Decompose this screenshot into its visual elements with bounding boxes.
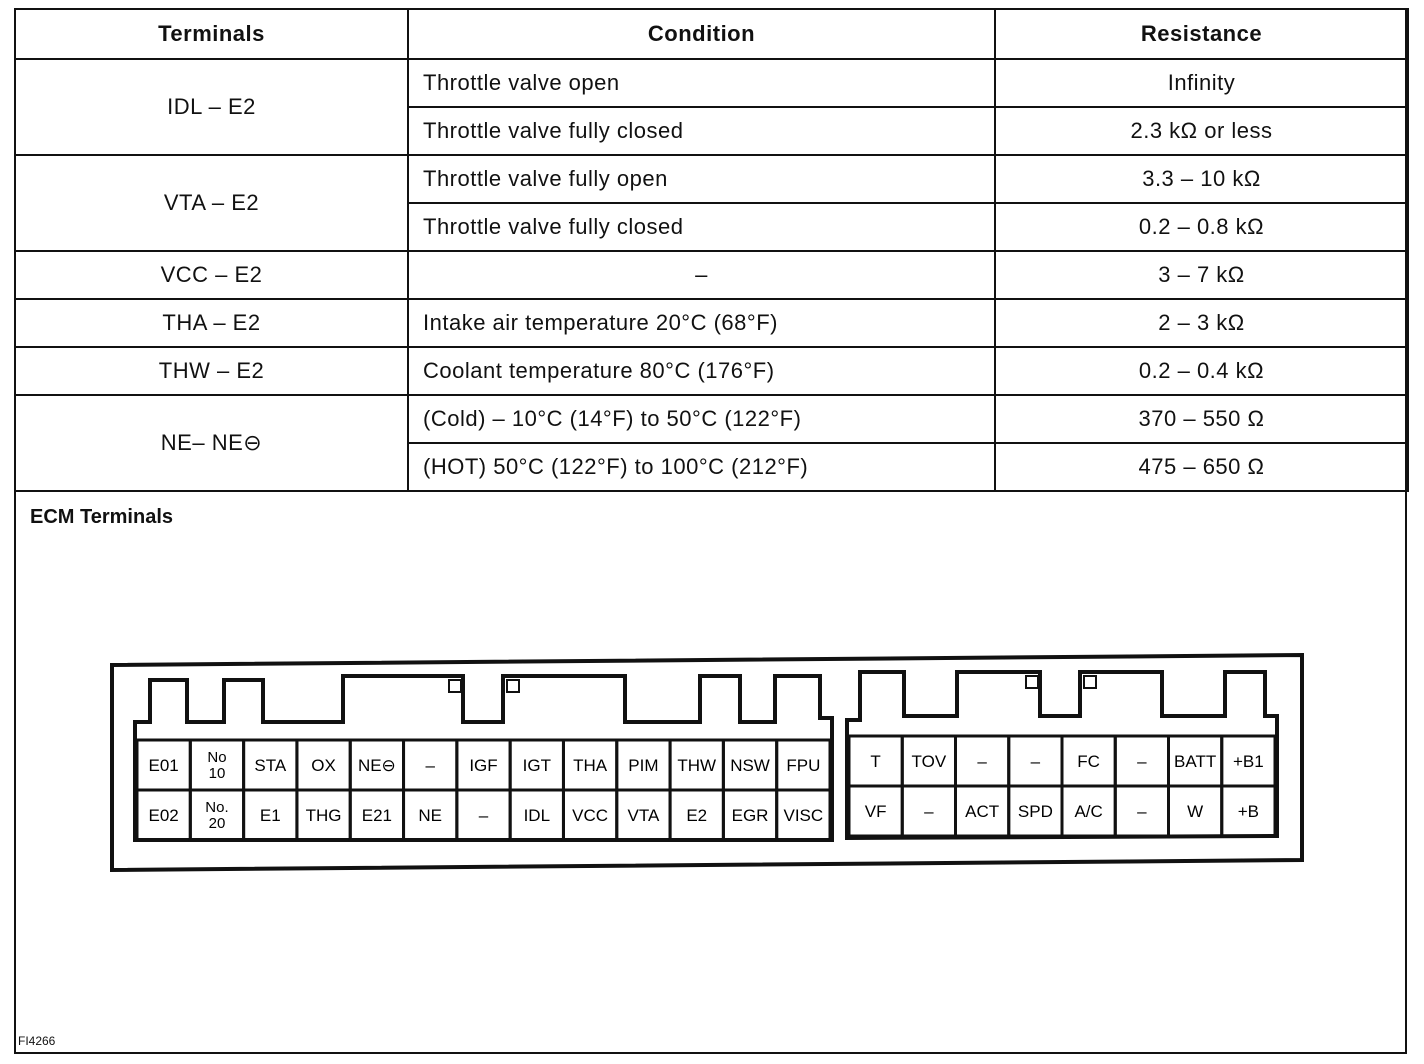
terminal-label: No. 20: [205, 799, 229, 832]
condition-cell: Throttle valve fully closed: [408, 107, 995, 155]
terminal-label: NE: [418, 806, 443, 825]
left-terminal-grid: [137, 740, 830, 840]
terminal-label: SPD: [1017, 802, 1053, 821]
terminal-label: +B1: [1233, 752, 1264, 771]
resistance-cell: Infinity: [995, 59, 1408, 107]
figure-id: FI4266: [18, 1034, 56, 1048]
terminal-label: EGR: [731, 806, 769, 825]
resistance-cell: 370 – 550 Ω: [995, 395, 1408, 443]
terminals-cell: VCC – E2: [15, 251, 408, 299]
terminal-label: –: [1137, 802, 1147, 821]
terminal-label: E2: [686, 806, 708, 825]
terminal-label: TOV: [911, 752, 947, 771]
resistance-cell: 3 – 7 kΩ: [995, 251, 1408, 299]
terminal-label: VISC: [783, 806, 824, 825]
terminal-label: IGT: [522, 756, 551, 775]
terminal-label: –: [1030, 752, 1041, 771]
terminal-label: A/C: [1074, 802, 1103, 821]
terminal-label: VTA: [627, 806, 660, 825]
resistance-cell: 2 – 3 kΩ: [995, 299, 1408, 347]
condition-cell: Throttle valve fully open: [408, 155, 995, 203]
resistance-cell: 0.2 – 0.4 kΩ: [995, 347, 1408, 395]
terminal-label: T: [870, 752, 881, 771]
terminal-label: FPU: [786, 756, 821, 775]
terminal-label: OX: [311, 756, 336, 775]
terminal-label: NE⊖: [357, 756, 396, 775]
condition-cell: Coolant temperature 80°C (176°F): [408, 347, 995, 395]
terminal-label: –: [478, 806, 489, 825]
terminal-label: THA: [573, 756, 608, 775]
terminal-label: +B: [1237, 802, 1260, 821]
terminal-label: FC: [1077, 752, 1100, 771]
terminal-label: –: [977, 752, 987, 771]
terminal-label: BATT: [1174, 752, 1217, 771]
condition-cell: Intake air temperature 20°C (68°F): [408, 299, 995, 347]
terminals-cell: THW – E2: [15, 347, 408, 395]
terminal-label: E21: [361, 806, 393, 825]
ecm-terminals-title: ECM Terminals: [30, 506, 173, 528]
terminal-label: STA: [254, 756, 287, 775]
condition-cell: Throttle valve fully closed: [408, 203, 995, 251]
terminal-label: –: [425, 756, 435, 775]
key-notch: [1026, 676, 1038, 688]
resistance-cell: 3.3 – 10 kΩ: [995, 155, 1408, 203]
terminals-cell: NE– NE⊖: [15, 395, 408, 491]
terminal-label: ACT: [965, 802, 1000, 821]
terminal-label: THG: [305, 806, 342, 825]
terminal-label: VF: [864, 802, 887, 821]
header-resistance: Resistance: [995, 9, 1408, 59]
terminal-label: THW: [677, 756, 717, 775]
terminal-label: PIM: [628, 756, 659, 775]
terminal-label: –: [1137, 752, 1147, 771]
terminal-label: E01: [148, 756, 179, 775]
condition-cell: (Cold) – 10°C (14°F) to 50°C (122°F): [408, 395, 995, 443]
resistance-cell: 0.2 – 0.8 kΩ: [995, 203, 1408, 251]
key-notch: [1084, 676, 1096, 688]
terminal-label: W: [1187, 802, 1204, 821]
terminal-label: E02: [148, 806, 179, 825]
resistance-cell: 475 – 650 Ω: [995, 443, 1408, 491]
terminal-label: VCC: [572, 806, 609, 825]
condition-cell: –: [408, 251, 995, 299]
condition-cell: Throttle valve open: [408, 59, 995, 107]
key-notch: [507, 680, 519, 692]
terminals-cell: IDL – E2: [15, 59, 408, 155]
key-notch: [449, 680, 461, 692]
header-condition: Condition: [408, 9, 995, 59]
terminal-label: E1: [259, 806, 281, 825]
resistance-cell: 2.3 kΩ or less: [995, 107, 1408, 155]
header-terminals: Terminals: [15, 9, 408, 59]
terminal-label: No 10: [207, 749, 227, 782]
terminal-label: –: [924, 802, 934, 821]
terminals-cell: VTA – E2: [15, 155, 408, 251]
terminal-label: NSW: [730, 756, 770, 775]
terminal-label: IDL: [523, 806, 551, 825]
terminals-cell: THA – E2: [15, 299, 408, 347]
condition-cell: (HOT) 50°C (122°F) to 100°C (212°F): [408, 443, 995, 491]
right-terminal-grid: [849, 736, 1275, 836]
terminal-label: IGF: [469, 756, 498, 775]
